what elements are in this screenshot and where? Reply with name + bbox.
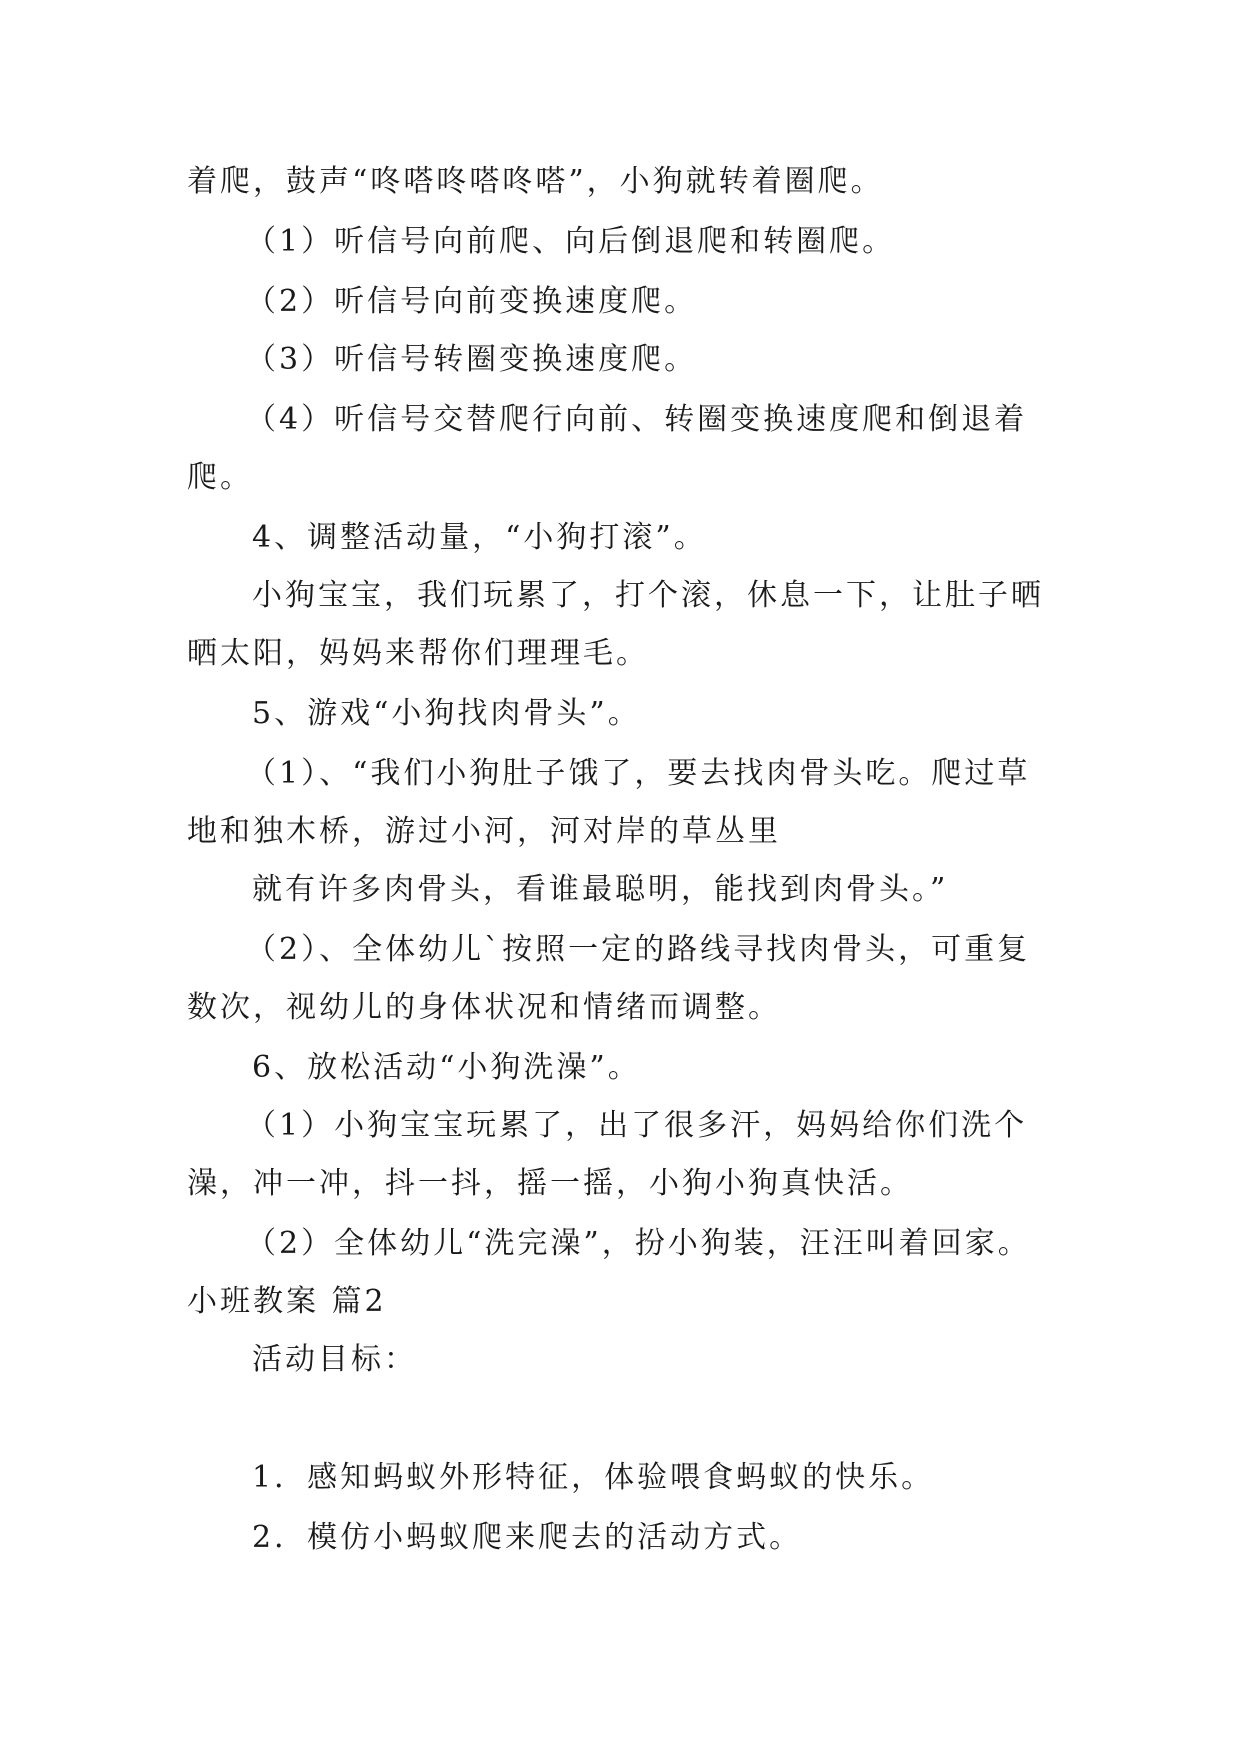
text-line: 爬。 (187, 460, 253, 495)
text-line: 着爬，鼓声“咚嗒咚嗒咚嗒”，小狗就转着圈爬。 (187, 164, 884, 199)
section-heading: 6、放松活动“小狗洗澡”。 (252, 1050, 641, 1085)
article-title: 小班教案 篇2 (187, 1284, 387, 1319)
list-item: 2．模仿小蚂蚁爬来爬去的活动方式。 (252, 1520, 803, 1555)
text-line: 晒太阳，妈妈来帮你们理理毛。 (187, 636, 649, 671)
text-line: （2）全体幼儿“洗完澡”，扮小狗装，汪汪叫着回家。 (246, 1226, 1031, 1261)
text-line: （1）、“我们小狗肚子饿了，要去找肉骨头吃。爬过草 (246, 756, 1031, 791)
text-line: 澡，冲一冲，抖一抖，摇一摇，小狗小狗真快活。 (187, 1166, 913, 1201)
section-heading: 活动目标： (252, 1342, 417, 1377)
text-line: （4）听信号交替爬行向前、转圈变换速度爬和倒退着 (246, 402, 1028, 437)
text-line: （1）小狗宝宝玩累了，出了很多汗，妈妈给你们洗个 (246, 1108, 1028, 1143)
text-line: 数次，视幼儿的身体状况和情绪而调整。 (187, 990, 781, 1025)
text-line: 小狗宝宝，我们玩累了，打个滚，休息一下，让肚子晒 (252, 578, 1044, 613)
text-line: 就有许多肉骨头，看谁最聪明，能找到肉骨头。” (252, 872, 949, 907)
text-line: （2）、全体幼儿`按照一定的路线寻找肉骨头，可重复 (246, 932, 1031, 967)
section-heading: 5、游戏“小狗找肉骨头”。 (252, 696, 641, 731)
text-line: （3）听信号转圈变换速度爬。 (246, 342, 698, 377)
section-heading: 4、调整活动量，“小狗打滚”。 (252, 520, 707, 555)
list-item: 1．感知蚂蚁外形特征，体验喂食蚂蚁的快乐。 (252, 1460, 935, 1495)
text-line: （2）听信号向前变换速度爬。 (246, 284, 698, 319)
text-line: （1）听信号向前爬、向后倒退爬和转圈爬。 (246, 224, 896, 259)
text-line: 地和独木桥，游过小河，河对岸的草丛里 (187, 814, 781, 849)
